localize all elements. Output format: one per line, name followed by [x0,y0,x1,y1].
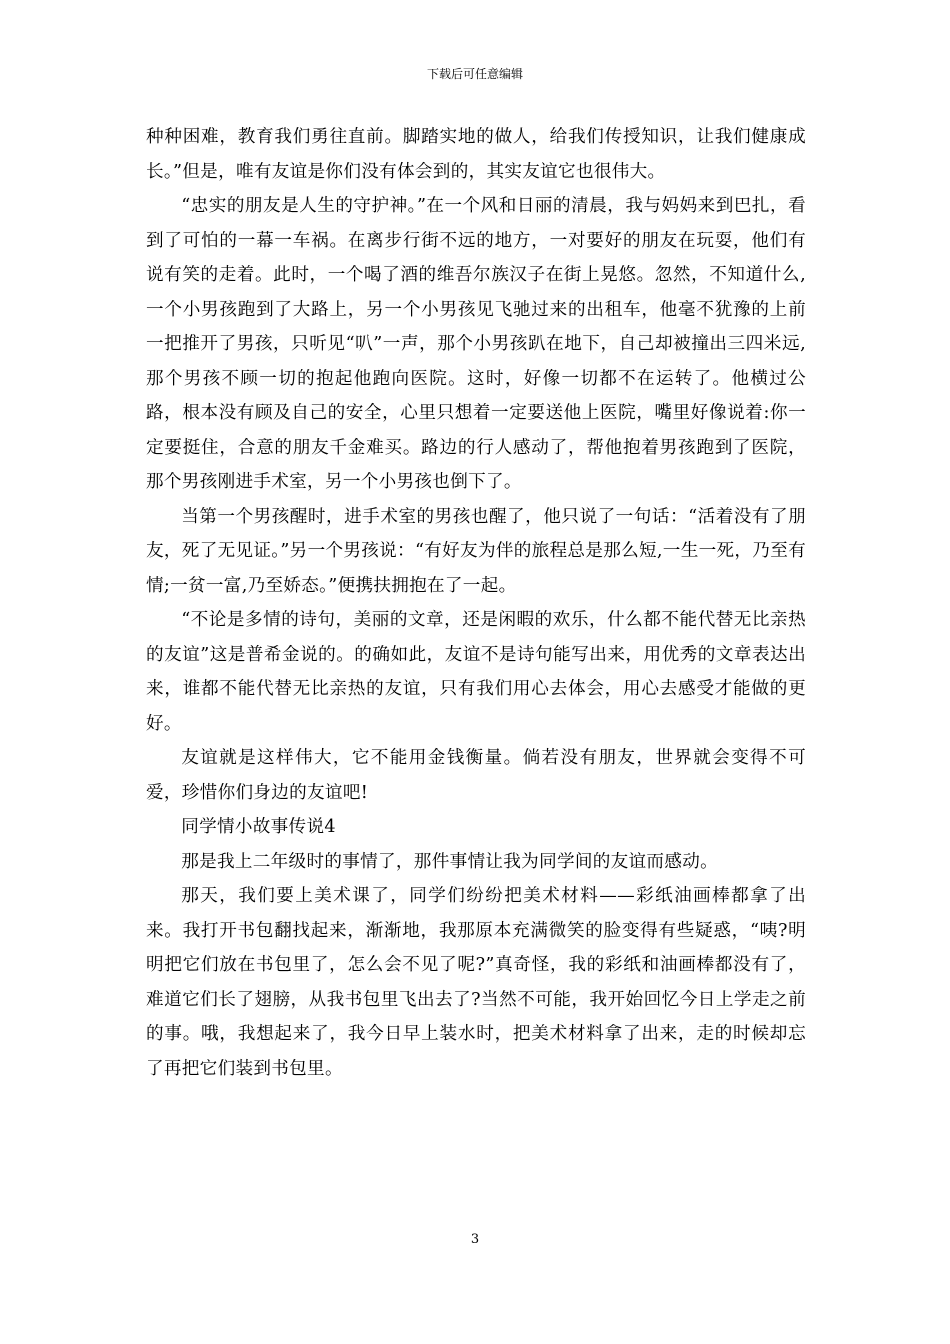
paragraph-boys-wake: 当第一个男孩醒时，进手术室的男孩也醒了，他只说了一句话：“活着没有了朋友，死了无见证。”另一个男孩说：“有好友为伴的旅程总是那么短,一生一死，乃至有情;一贫一富,乃至娇态。”便携扶拥抱在了一起。 [146,506,806,596]
paragraph-continuation: 种种困难，教育我们勇往直前。脚踏实地的做人，给我们传授知识，让我们健康成长。”但是，唯有友谊是你们没有体会到的，其实友谊它也很伟大。 [146,127,806,182]
paragraph-pushkin-quote: “不论是多情的诗句，美丽的文章，还是闲暇的欢乐，什么都不能代替无比亲热的友谊”这是普希金说的。的确如此，友谊不是诗句能写出来，用优秀的文章表达出来，谁都不能代替无比亲热的友谊，只有我们用心去体会，用心去感受才能做的更好。 [146,610,806,734]
paragraph-car-accident: “忠实的朋友是人生的守护神。”在一个风和日丽的清晨，我与妈妈来到巴扎，看到了可怕的一幕一车祸。在离步行街不远的地方，一对要好的朋友在玩耍，他们有说有笑的走着。此时，一个喝了酒的维吾尔族汉子在街上晃悠。忽然，不知道什么,一个小男孩跑到了大路上，另一个小男孩见飞驰过来的出租车，他毫不犹豫的上前一把推开了男孩，只听见“叭”一声，那个小男孩趴在地下，自己却被撞出三四米远,那个男孩不顾一切的抱起他跑向医院。这时，好像一切都不在运转了。他横过公路，根本没有顾及自己的安全，心里只想着一定要送他上医院，嘴里好像说着:你一定要挺住，合意的朋友千金难买。路边的行人感动了，帮他抱着男孩跑到了医院，那个男孩刚进手术室，另一个小男孩也倒下了。 [146,196,806,492]
paragraph-art-class: 那天，我们要上美术课了，同学们纷纷把美术材料——彩纸油画棒都拿了出来。我打开书包翻找起来，渐渐地，我那原本充满微笑的脸变得有些疑惑，“咦?明明把它们放在书包里了，怎么会不见了呢?”真奇怪，我的彩纸和油画棒都没有了，难道它们长了翅膀，从我书包里飞出去了?当然不可能，我开始回忆今日上学走之前的事。哦，我想起来了，我今日早上装水时，把美术材料拿了出来，走的时候却忘了再把它们装到书包里。 [146,886,806,1079]
paragraph-second-grade: 那是我上二年级时的事情了，那件事情让我为同学间的友谊而感动。 [181,851,719,872]
page-number: 3 [470,1232,480,1247]
page-header: 下载后可任意编辑 [426,67,523,81]
section-title: 同学情小故事传说4 [181,817,336,837]
paragraph-friendship-great: 友谊就是这样伟大，它不能用金钱衡量。倘若没有朋友，世界就会变得不可爱，珍惜你们身边的友谊吧! [146,748,806,803]
document-body [146,120,806,1086]
